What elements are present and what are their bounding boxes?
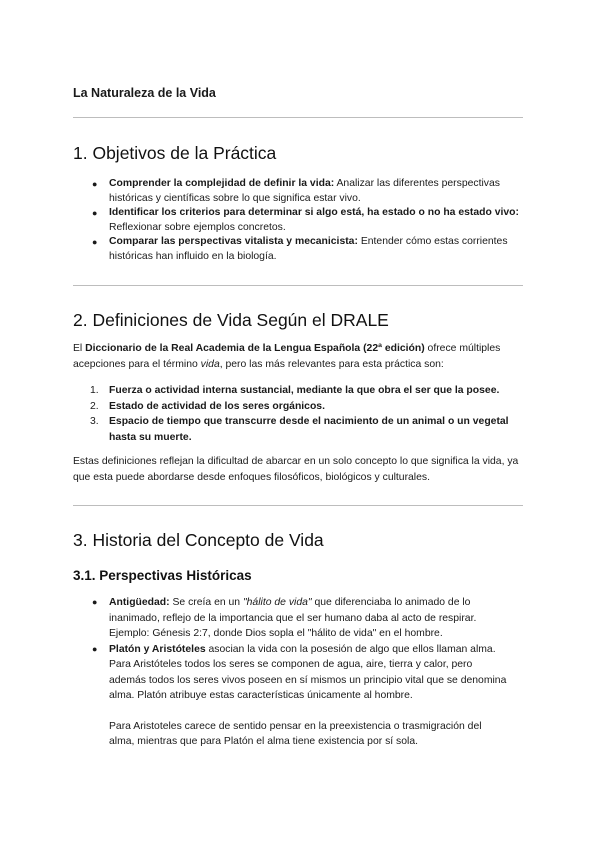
divider <box>73 117 523 118</box>
subsection-3-1-heading: 3.1. Perspectivas Históricas <box>73 568 252 583</box>
bullet-icon: ● <box>92 597 98 607</box>
intro-text: ofrece múltiples acepciones para el término <box>73 343 501 370</box>
item-text: Se creía en un <box>169 597 243 608</box>
intro-text: , pero las más relevantes para esta práctica son: <box>219 359 444 370</box>
list-item <box>92 642 509 750</box>
divider <box>73 285 523 286</box>
list-item <box>92 235 529 264</box>
list-item <box>90 383 529 399</box>
item-number: 3. <box>90 416 99 427</box>
list-item <box>90 414 529 445</box>
bullet-icon: ● <box>92 179 98 189</box>
list-item <box>90 399 529 415</box>
objectives-list <box>92 177 529 264</box>
list-item-extra-paragraph: Para Aristoteles carece de sentido pensar en la preexistencia o trasmigración del alma, mientras que para Platón el alma tiene existencia por sí sola. <box>109 720 482 747</box>
item-text: Entender cómo estas corrientes históricas han influido en la biología. <box>109 236 508 262</box>
bullet-icon: ● <box>92 208 98 218</box>
item-quote: "hálito de vida" <box>242 597 312 608</box>
dictionary-name: Diccionario de la Real Academia de la Lengua Española (22ª edición) <box>85 343 425 354</box>
definitions-list <box>90 383 529 445</box>
item-number: 2. <box>90 400 99 412</box>
list-item <box>92 595 509 642</box>
item-text: Analizar las diferentes perspectivas históricas y científicas sobre lo que significa estar vivo. <box>109 178 500 204</box>
term-vida: vida <box>200 359 220 370</box>
item-bold: Platón y Aristóteles <box>109 643 206 655</box>
section-1-heading: 1. Objetivos de la Práctica <box>73 143 277 163</box>
section-2-heading: 2. Definiciones de Vida Según el DRALE <box>73 310 389 330</box>
item-bold: Comprender la complejidad de definir la vida: <box>109 178 335 189</box>
item-bold: Comparar las perspectivas vitalista y mecanicista: <box>109 236 358 247</box>
section-3-heading: 3. Historia del Concepto de Vida <box>73 530 324 550</box>
list-item <box>92 206 529 235</box>
definition-text: Espacio de tiempo que transcurre desde el nacimiento de un animal o un vegetal hasta su muerte. <box>109 416 509 443</box>
bullet-icon: ● <box>92 643 98 654</box>
item-number: 1. <box>90 385 99 396</box>
item-bold: Antigüedad: <box>109 597 170 608</box>
bullet-icon: ● <box>92 237 98 247</box>
document-title: La Naturaleza de la Vida <box>73 86 216 100</box>
history-list <box>92 595 509 750</box>
divider <box>73 505 523 506</box>
list-item <box>92 177 529 206</box>
drale-intro-paragraph <box>73 341 533 373</box>
definitions-closing-paragraph: Estas definiciones reflejan la dificultad de abarcar en un solo concepto lo que significa la vida, ya que esta puede abordarse desde enfoques filosóficos, biológicos y culturales. <box>73 456 519 483</box>
definition-text: Fuerza o actividad interna sustancial, mediante la que obra el ser que la posee. <box>109 385 500 396</box>
intro-text: El <box>73 343 86 354</box>
item-text: Reflexionar sobre ejemplos concretos. <box>109 221 286 233</box>
item-bold: Identificar los criterios para determinar si algo está, ha estado o no ha estado vivo: <box>109 207 519 218</box>
definition-text: Estado de actividad de los seres orgánicos. <box>109 400 325 412</box>
item-text: asocian la vida con la posesión de algo que ellos llaman alma. Para Aristóteles todos los seres se componen de agua, aire, tierra y calor, pero además todos los seres vivos poseen en sí mismos un principio vital que se denomina alma. Platón atribuye estas características únicamente al hombre. <box>109 643 507 701</box>
item-text: que diferenciaba lo animado de lo inanimado, reflejo de la importancia que el ser humano daba al acto de respirar. Ejemplo: Génesis 2:7, donde Dios sopla el "hálito de vida" en el hombre. <box>109 597 477 639</box>
